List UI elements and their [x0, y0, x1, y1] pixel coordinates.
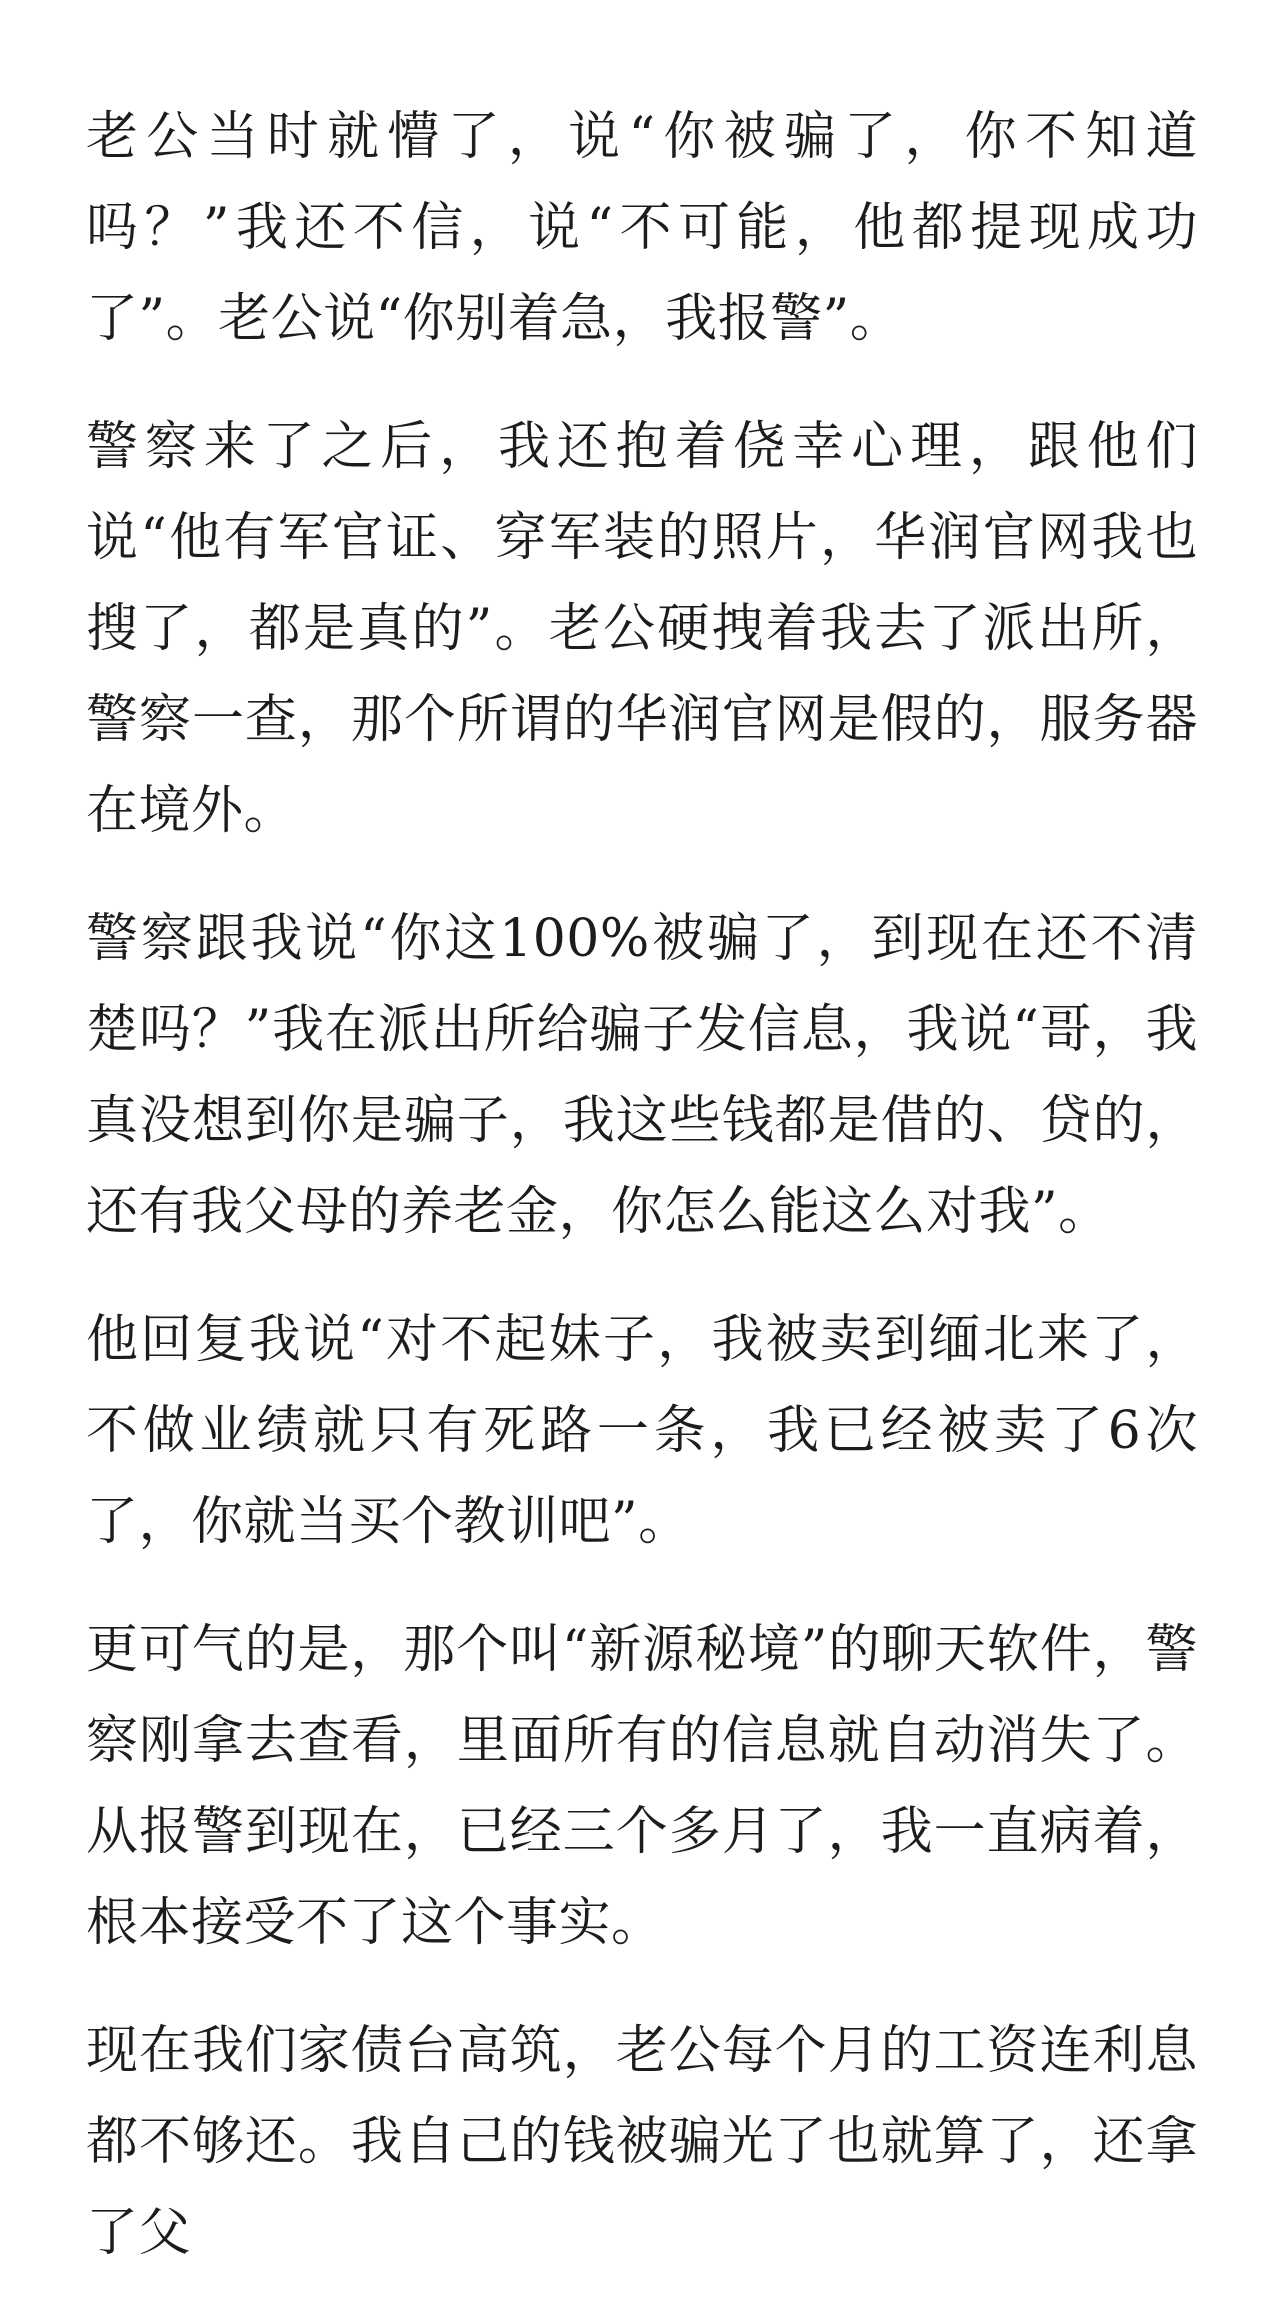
paragraph: 他回复我说“对不起妹子，我被卖到缅北来了，不做业绩就只有死路一条，我已经被卖了6次了，你就当买个教训吧”。 [86, 1310, 1198, 1552]
paragraph: 老公当时就懵了，说“你被骗了，你不知道吗？”我还不信，说“不可能，他都提现成功了”。老公说“你别着急，我报警”。 [86, 107, 1198, 349]
paragraph: 现在我们家债台高筑，老公每个月的工资连利息都不够还。我自己的钱被骗光了也就算了，还拿了父 [86, 2021, 1198, 2263]
paragraph: 警察来了之后，我还抱着侥幸心理，跟他们说“他有军官证、穿军装的照片，华润官网我也搜了，都是真的”。老公硬拽着我去了派出所，警察一查，那个所谓的华润官网是假的，服务器在境外。 [86, 417, 1198, 841]
paragraph: 更可气的是，那个叫“新源秘境”的聊天软件，警察刚拿去查看，里面所有的信息就自动消失了。从报警到现在，已经三个多月了，我一直病着，根本接受不了这个事实。 [86, 1620, 1198, 1953]
article-body [86, 92, 1198, 2316]
paragraph: 警察跟我说“你这100%被骗了，到现在还不清楚吗？”我在派出所给骗子发信息，我说“哥，我真没想到你是骗子，我这些钱都是借的、贷的，还有我父母的养老金，你怎么能这么对我”。 [86, 909, 1198, 1242]
